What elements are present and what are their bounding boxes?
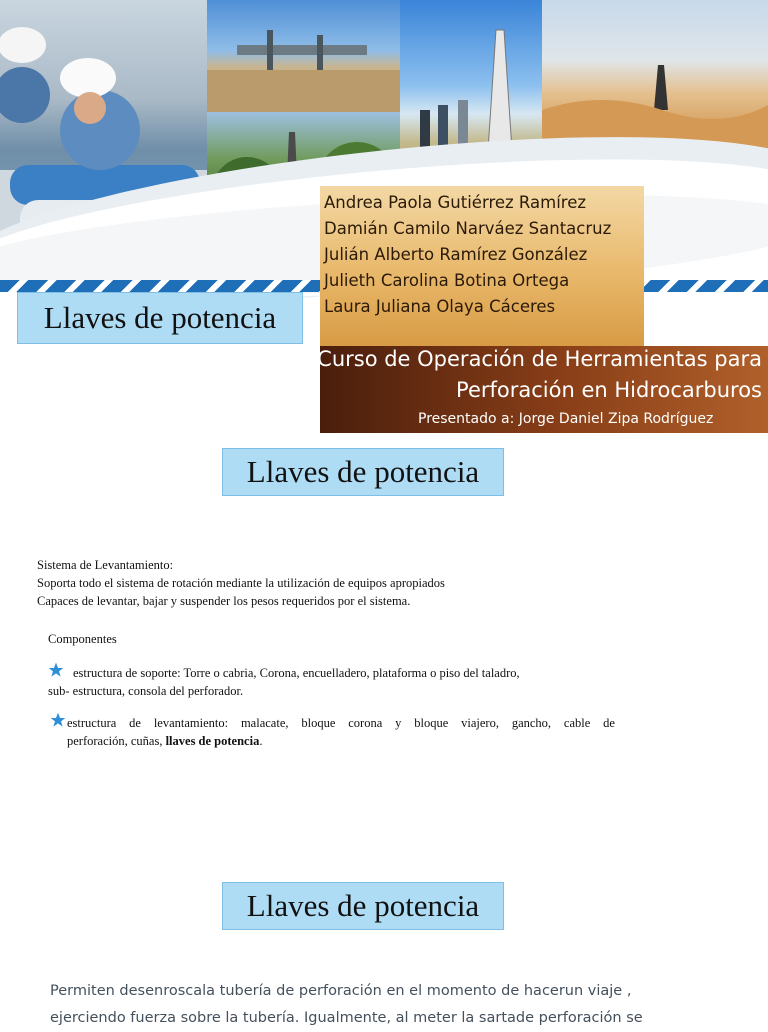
list-item xyxy=(52,714,615,750)
list-item-text: sub- estructura, consola del perforador. xyxy=(48,684,244,698)
word: corona xyxy=(348,716,383,730)
word: malacate, xyxy=(240,716,289,730)
cover-slide xyxy=(0,0,768,436)
word: y xyxy=(395,716,402,730)
course-box xyxy=(317,346,768,433)
paragraph-line: ejerciendo fuerza sobre la tubería. Igualmente, al meter la sartade perforación se xyxy=(50,1010,643,1026)
list-item xyxy=(48,664,608,700)
list-item-text: estructura de soporte: Torre o cabria, Corona, encuelladero, plataforma o piso del taladro, xyxy=(73,666,520,680)
bold-text: llaves de potencia xyxy=(165,734,260,748)
slide3-title: Llaves de potencia xyxy=(222,882,504,930)
word: bloque xyxy=(414,716,449,730)
word: de xyxy=(129,716,141,730)
word: viajero, xyxy=(461,716,499,730)
text-span: . xyxy=(259,734,263,748)
system-line: Sistema de Levantamiento: xyxy=(37,558,174,572)
system-description xyxy=(37,556,737,610)
presenter: Presentado a: Jorge Daniel Zipa Rodríguez xyxy=(418,411,714,427)
word: de xyxy=(603,716,615,730)
word: estructura xyxy=(67,716,117,730)
list-item-text xyxy=(52,714,615,732)
author-name: Julieth Carolina Botina Ortega xyxy=(324,271,570,290)
system-line: Soporta todo el sistema de rotación mediante la utilización de equipos apropiados xyxy=(37,576,445,590)
course-title-line-2: Perforación en Hidrocarburos xyxy=(456,378,762,402)
slide2-title: Llaves de potencia xyxy=(222,448,504,496)
author-name: Andrea Paola Gutiérrez Ramírez xyxy=(324,193,587,212)
star-bullet-icon xyxy=(50,712,66,728)
system-line: Capaces de levantar, bajar y suspender los pesos requeridos por el sistema. xyxy=(37,594,411,608)
word: cable xyxy=(563,716,591,730)
word: bloque xyxy=(301,716,336,730)
text-span: perforación, cuñas, xyxy=(67,734,166,748)
authors-box xyxy=(320,186,644,346)
cover-title: Llaves de potencia xyxy=(17,292,303,344)
components-label: Componentes xyxy=(48,632,117,646)
author-name: Damián Camilo Narváez Santacruz xyxy=(324,219,612,238)
paragraph-line: Permiten desenroscala tubería de perforación en el momento de hacerun viaje , xyxy=(50,983,632,999)
course-title-line-1: Curso de Operación de Herramientas para xyxy=(317,347,762,371)
pipeline-photo xyxy=(207,0,400,112)
author-name: Laura Juliana Olaya Cáceres xyxy=(324,297,556,316)
author-name: Julián Alberto Ramírez González xyxy=(324,245,588,264)
star-bullet-icon xyxy=(48,662,64,678)
word: gancho, xyxy=(511,716,552,730)
word: levantamiento: xyxy=(153,716,229,730)
list-item-text xyxy=(52,732,615,750)
